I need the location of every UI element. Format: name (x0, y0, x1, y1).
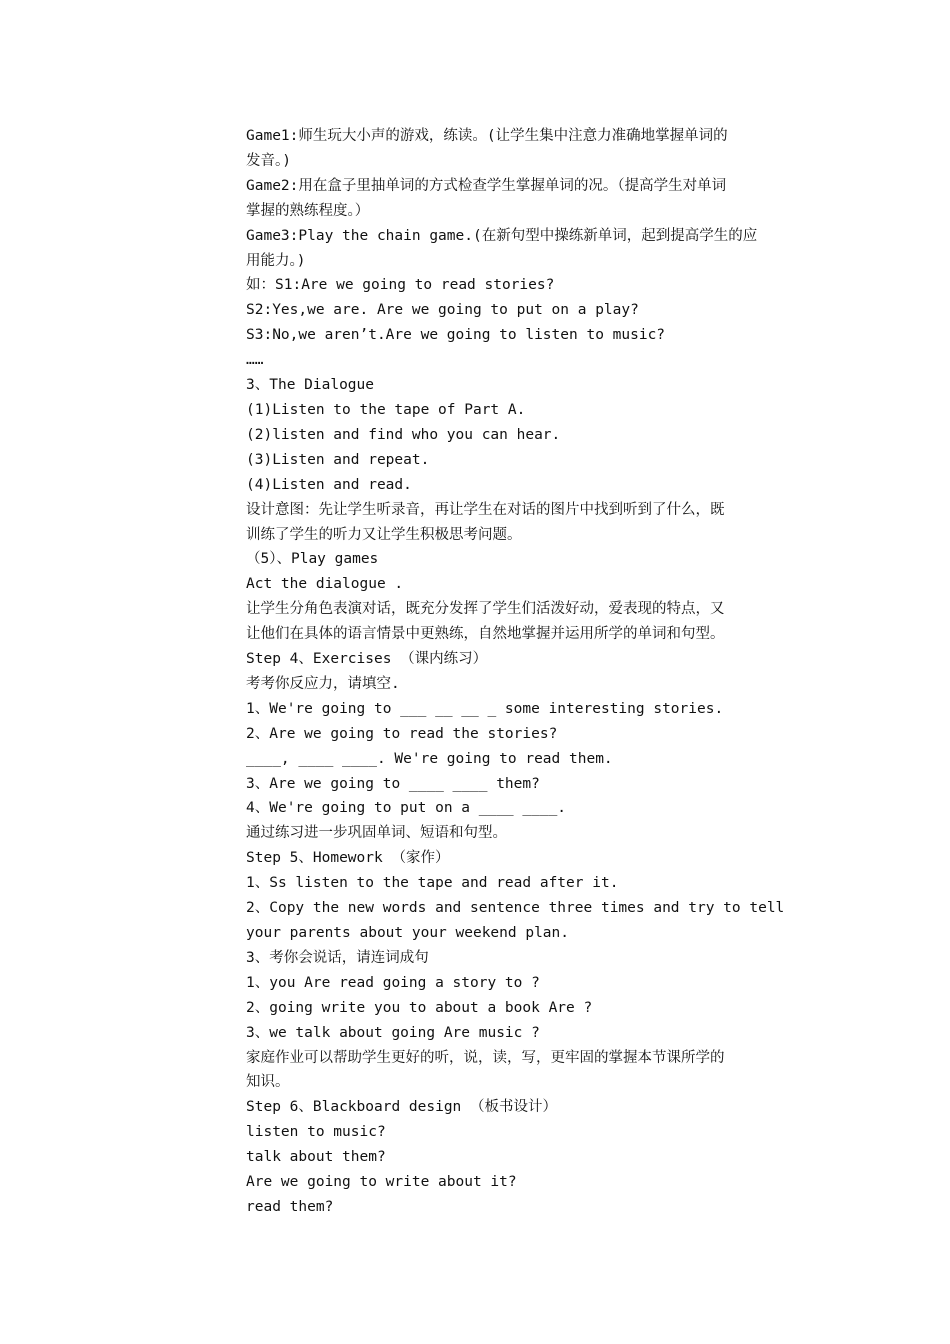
text-line: S2:Yes,we are. Are we going to put on a play? (246, 302, 639, 319)
text-line: 知识。 (246, 1074, 290, 1091)
text-line: 发音。) (246, 152, 291, 169)
text-line: (1)Listen to the tape of Part A. (246, 401, 526, 418)
text-line: ____, ____ ____. We're going to read them. (246, 750, 613, 767)
text-line: 3、Are we going to ____ ____ them? (246, 775, 540, 792)
text-line: S3:No,we aren’t.Are we going to listen to music? (246, 327, 666, 344)
text-line: 3、The Dialogue (246, 377, 374, 394)
text-line: 掌握的熟练程度。） (246, 202, 370, 219)
text-line: 1、We're going to ___ __ __ _ some interesting stories. (246, 700, 724, 717)
document-body (246, 124, 806, 1220)
text-line: 用能力。) (246, 252, 306, 269)
text-line: 考考你反应力，请填空. (246, 675, 400, 692)
text-line: 4、We're going to put on a ____ ____. (246, 800, 567, 817)
text-line: 3、考你会说话，请连词成句 (246, 949, 429, 966)
text-line: Game2:用在盒子里抽单词的方式检查学生掌握单词的况。（提高学生对单词 (246, 177, 727, 194)
text-line: 2、going write you to about a book Are ? (246, 999, 593, 1016)
text-line: read them? (246, 1198, 334, 1215)
text-line: listen to music? (246, 1124, 386, 1141)
text-line: 通过练习进一步巩固单词、短语和句型。 (246, 825, 507, 842)
text-line: your parents about your weekend plan. (246, 925, 570, 941)
text-line: 1、Ss listen to the tape and read after it. (246, 875, 619, 892)
text-line: Step 5、Homework （家作） (246, 850, 450, 867)
text-line: 2、Copy the new words and sentence three times and try to tell (246, 900, 785, 917)
text-line: 训练了学生的听力又让学生积极思考问题。 (246, 526, 522, 543)
text-line: 设计意图：先让学生听录音，再让学生在对话的图片中找到听到了什么，既 (246, 501, 725, 518)
text-line: 让他们在具体的语言情景中更熟练，自然地掌握并运用所学的单词和句型。 (246, 626, 725, 643)
text-line: 1、you Are read going a story to ? (246, 974, 540, 991)
text-line: Act the dialogue . (246, 576, 404, 593)
text-line: 3、we talk about going Are music ? (246, 1024, 540, 1041)
text-line: Game1:师生玩大小声的游戏，练读。(让学生集中注意力准确地掌握单词的 (246, 128, 728, 144)
text-line: 家庭作业可以帮助学生更好的听，说，读，写，更牢固的掌握本节课所学的 (246, 1049, 725, 1066)
text-line: Game3:Play the chain game.(在新句型中操练新单词，起到提高学生的应 (246, 227, 758, 244)
text-line: 让学生分角色表演对话，既充分发挥了学生们活泼好动，爱表现的特点，又 (246, 601, 725, 618)
text-line: Step 6、Blackboard design （板书设计） (246, 1099, 558, 1116)
text-line: Step 4、Exercises （课内练习） (246, 651, 488, 668)
text-line: 2、Are we going to read the stories? (246, 725, 558, 742)
text-line: （5）、Play games (246, 551, 379, 568)
text-line: …… (246, 352, 264, 369)
text-line: (4)Listen and read. (246, 476, 412, 493)
text-line: Are we going to write about it? (246, 1174, 517, 1191)
text-line: (2)listen and find who you can hear. (246, 426, 561, 443)
text-line: 如：S1:Are we going to read stories? (246, 277, 555, 294)
text-line: talk about them? (246, 1149, 386, 1166)
text-line: (3)Listen and repeat. (246, 451, 430, 468)
